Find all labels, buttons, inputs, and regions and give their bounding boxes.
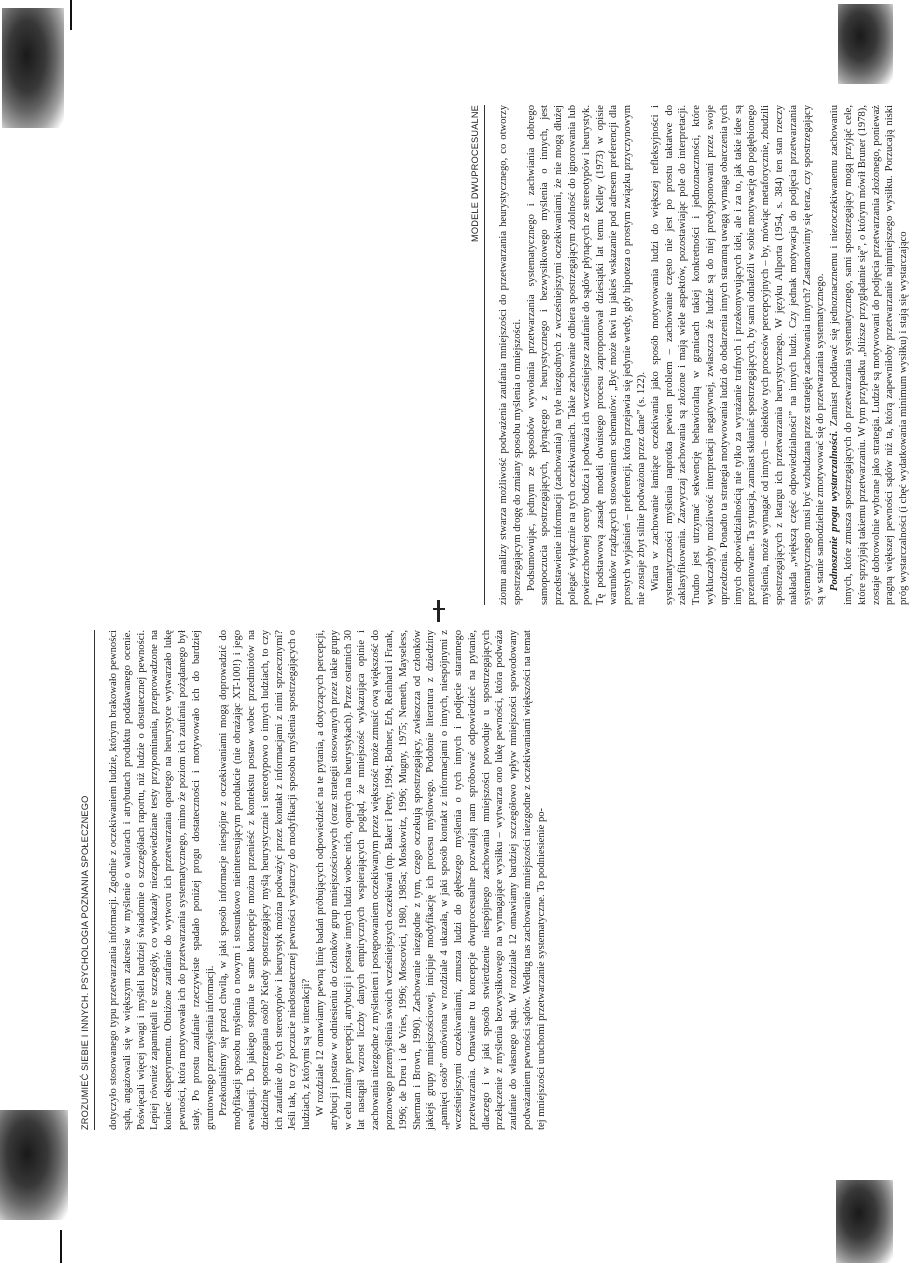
scan-corner-shadow <box>0 1110 68 1220</box>
scan-corner-shadow <box>836 1180 893 1263</box>
scan-corner-shadow <box>2 8 64 128</box>
scan-corner-shadow <box>838 4 893 84</box>
running-head: ZROZUMIEĆ SIEBIE I INNYCH. PSYCHOLOGIA POZNANIA SPOŁECZNEGO <box>80 795 90 1130</box>
paragraph: Wiara w zachowanie łamiące oczekiwania jako sposób motywowania ludzi do większej refleksyjności i systematyczności myślenia naprotka pewien problem – zachowanie często nie jest po prostu taktatwe do zaklasyfikowania. Zazwyczaj zachowania są złożone i mają wiele aspektów, pozostawiając pole do interpretacji. Trudno jest utrzymać sekwencję behawioralną w granicach takiej konkretności i jednoznaczności, które wykluczałyby możliwość interpretacji negatywnej, zwłaszcza że ludzie są do niej predysponowani przez swoje uprzedzenia. Ponadto ta strategia motywowania ludzi do obdarzenia innych staranną uwagą wymaga obarczenia tych innych odpowiedzialnością nie tylko za wyrażanie trafnych i przekonywujących idei, ale i za to, jak takie idee są prezentowane. Ta sytuacja, zamiast skłaniać spostrzegających, by sami odnaleźli w sobie motywację do pogłębionego myślenia, może wymagać od innych – obiektów tych procesów percepcyjnych – by, mówiąc metaforycznie, zbudzili spostrzegających z letargu ich przetwarzania heurystycznego. W języku Allporta (1954, s. 384) ten stan rzeczy nakłada „większą część odpowiedzialności” na innych ludzi. Czy jednak motywacja do podjęcia przetwarzania systematycznego musi być wzbudzana przez strategię zachowania innych? Zastanowimy się teraz, czy spostrzegający są w stanie samodzielnie zmotywować się do przetwarzania systematycznego. <box>649 105 827 605</box>
paragraph: W rozdziale 12 omawiamy pewną linię badań próbujących odpowiedzieć na te pytania, a dotyczących percepcji, atrybucji i postaw w odniesieniu do członków grup mniejszościowych (oraz strategii stosowanych przez takie grupy w celu zmiany percepcji, atrybucji i postaw innych ludzi wobec nich, opartych na heurystykach). Przez ostatnich 30 lat nastąpił wzrost liczby danych empirycznych wspierających pogląd, że mniejszość wykazująca opinie i zachowania niezgodne z myśleniem i postępowaniem oczekiwanym przez większość może zmusić ową większość do poznowego przemyślenia swoich wcześniejszych oczekiwań (np. Baker i Petty, 1994; Bohner, Erb, Reinhard i Frank, 1996; de Dreu i de Vries, 1996; Moscovici, 1980, 1985a; Moskowitz, 1996; Mugny, 1975; Nemeth, Mayseless, Sherman i Brown, 1990). Zachowanie niezgodne z tym, czego oczekują spostrzegający, zwłaszcza od członków jakiejś grupy mniejszościowej, inicjuje modyfikację ich procesu myślowego. Podobnie literatura z dziedziny „pamięci osób” omówiona w rozdziale 4 ukazała, w jaki sposób kontakt z informacjami o innych, niespójnymi z wcześniejszymi oczekiwaniami, zmusza ludzi do głębszego myślenia o tych innych i podjęcie starannego przetwarzania. Omawiane tu koncepcje dwuprocesualne pozwalają nam spróbować odpowiedzieć na pytanie, dlaczego i w jaki sposób stwierdzenie niespójnego zachowania mniejszości powoduje u spostrzegających przełączenie z myślenia bezwysiłkowego na wymagające wysiłku – wytwarza ono lukę pewności, która podważa zaufanie do własnego sądu. W rozdziale 12 omawiamy bardziej szczegółowo wpływ mniejszości spowodowany podważaniem pewności sądów. Według nas zachowanie mniejszości niezgodne z oczekiwaniami większości na temat tej mniejszości uruchomi przetwarzanie systematyczne. To podniesienie po- <box>314 630 547 1130</box>
paragraph: dotyczyło stosowanego typu przetwarzania informacji. Zgodnie z oczekiwaniem ludzie, którym brakowało pewności sądu, angażowali się w większym zakresie w myślenie o walorach i atrybutach produktu poddawanego ocenie. Poświęcali więcej uwagi i myśleli bardziej świadomie o szczegółach raportu, niż ludzie o dostatecznej pewności. Lepiej również zapamiętali te szczegóły, co wykazały niezapowiedziane testy przypominania, przeprowadzone na koniec eksperymentu. Obniżone zaufanie do wytworu ich przetwarzania opartego na heurystyce wytwarzało lukę pewności, która motywowała ich do przetwarzania systematycznego, mimo że poziom ich zaufania pożądanego był stały. Po prostu zaufanie rzeczywiste spadało poniżej progu dostateczności i motywowało ich do bardziej gruntownego przemyślenia informacji. <box>108 630 216 1130</box>
scan-edge-line <box>60 1230 62 1263</box>
paragraph: Podsumowując, jednym ze sposobów wywołania przetwarzania systematycznego i zachwiania dobrego samopoczucia spostrzegających, płynącego z heurystycznego i bezwysiłkowego myślenia o innych, jest przedstawienie informacji (zachowania) na tyle niezgodnych z wcześniejszymi oczekiwaniami, że nie mogą dłużej polegać wyłącznie na tych oczekiwaniach. Takie zachowanie odbiera spostrzegającym zdolność do ignorowania lub powierzchownej oceny bodźca i podważa ich wcześniejsze zaufanie do sądów płynących ze stereotypów i heurystyk. Tę podstawową zasadę modeli dwuistego procesu zaproponował dziesiątki lat temu Kelley (1973) w opisie warunków rządzących stosowaniem schematów: „Być może tkwi tu jakieś wskazanie pod adresem preferencji dla prostych wyjaśnień – preferencji, która przejawia się jedynie wtedy, gdy hipoteza o prostym związku przyczynowym nie zostaje zbyt silnie podważona przez dane” (s. 122). <box>525 105 647 605</box>
running-head: MODELE DWUPROCESUALNE <box>470 105 480 242</box>
binding-mark <box>433 600 445 630</box>
paragraph: Przekonaliśmy się przed chwilą, w jaki sposób informacje niespójne z oczekiwaniami mogą doprowadzić do modyfikacji sposobu myślenia o nowym i stosunkowo nieinteresującym produkcie (nie obrażając XT-100!) i jego ewaluacji. Do jakiego stopnia te same koncepcje można przenieść z kontekstu postaw wobec przedmiotów na dziedzinę spostrzegania osób? Kiedy spostrzegający myślą heurystycznie i stereotypowo o innych ludziach, to czy ich zaufanie do tych stereotypów i heurystyk można podważyć przez kontakt z informacjami z nimi sprzecznymi? Jeśli tak, to czy poczucie niedostatecznej pewności wystarczy do modyfikacji sposobu myślenia spostrzegających o ludziach, z którymi są w interakcji? <box>218 630 313 1130</box>
paragraph <box>828 105 911 605</box>
page-body <box>107 630 549 1130</box>
running-head-rule <box>484 105 485 605</box>
paragraph: ziomu analizy stwarza możliwość podważenia zaufania mniejszości do przetwarzania heurystycznego, co otworzy spostrzegającym drogę do zmiany sposobu myślenia o mniejszości. <box>498 105 523 605</box>
scan-edge-line <box>70 0 72 30</box>
paragraph-lead-term: Podnoszenie progu wystarczalności. <box>829 430 841 591</box>
binding-tick <box>433 608 445 610</box>
right-page <box>468 105 923 605</box>
left-page <box>78 630 547 1130</box>
page-body <box>497 105 911 605</box>
binding-tick <box>437 600 440 622</box>
paragraph-text: Zamiast poddawać się jednoznacznemu i niezoczekiwanemu zachowaniu innych, które zmusza spostrzegających do przetwarzania systematycznego, sami spostrzegający mogą przyjąć cele, które sprzyjają takiemu przetwarzaniu. W tym przypadku „bliższe przyglądanie się”, o którym mówił Bruner (1978), zostaje dobrowolnie wybrane jako strategia. Ludzie są motywowani do podjęcia przetwarzania złożonego, ponieważ pragną większej pewności sądów niż ta, którą zapewniłoby przetwarzanie najmniejszego wysiłku. Porzucają niski próg wystarczalności (i chęć wydatkowania minimum wysiłku) i stają się wystarczająco <box>829 105 910 605</box>
running-head-rule <box>94 630 95 1130</box>
